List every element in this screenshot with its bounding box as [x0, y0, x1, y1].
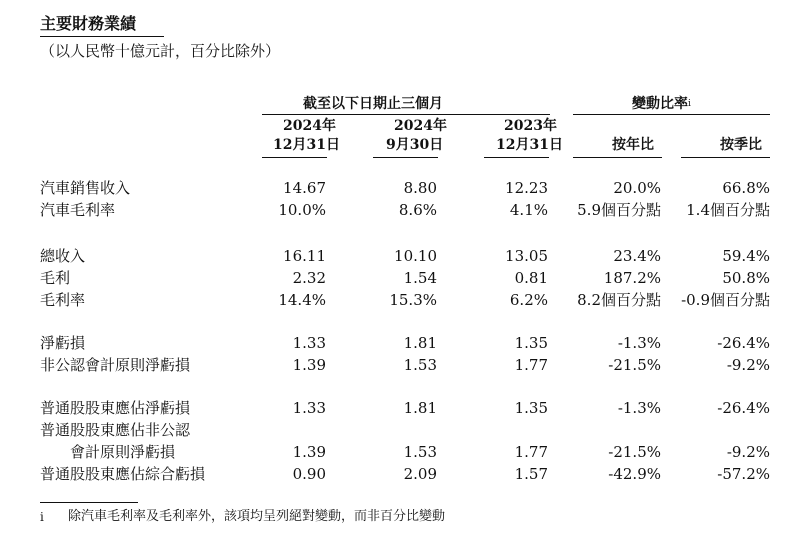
cell-q4-2023: 1.35 [514, 334, 548, 352]
row-label: 總收入 [40, 247, 86, 265]
table-row [0, 441, 800, 463]
header-rule-5 [681, 157, 770, 158]
cell-q4-2023: 4.1% [509, 201, 548, 219]
cell-q3-2024: 10.10 [394, 247, 437, 265]
cell-q3-2024: 15.3% [389, 291, 437, 309]
cell-q4-2024: 1.39 [292, 356, 326, 374]
cell-q4-2024: 16.11 [283, 247, 326, 265]
cell-q4-2023: 13.05 [505, 247, 548, 265]
cell-q4-2023: 6.2% [509, 291, 548, 309]
table-row [0, 199, 800, 221]
cell-yoy: 20.0% [613, 179, 661, 197]
row-label: 毛利率 [40, 291, 86, 309]
cell-q4-2023: 1.57 [514, 465, 548, 483]
col5-header: 按季比 [720, 137, 762, 153]
cell-q3-2024: 8.80 [403, 179, 437, 197]
footnote-text: 除汽車毛利率及毛利率外，該項均呈列絕對變動，而非百分比變動 [68, 509, 446, 524]
table-row [0, 267, 800, 289]
table-row-label-line [0, 419, 800, 441]
row-label: 毛利 [40, 269, 71, 287]
cell-qoq: -26.4% [717, 399, 770, 417]
col3-date: 12月31日 [496, 137, 563, 153]
row-label: 普通股股東應佔淨虧損 [40, 399, 191, 417]
footnote-mark: i [40, 510, 44, 524]
row-label-continued: 會計原則淨虧損 [70, 443, 176, 461]
table-row [0, 397, 800, 419]
cell-q3-2024: 2.09 [403, 465, 437, 483]
cell-qoq: -0.9個百分點 [681, 291, 770, 309]
table-row [0, 463, 800, 485]
cell-yoy: -1.3% [617, 334, 661, 352]
cell-q3-2024: 1.81 [403, 334, 437, 352]
cell-q4-2024: 14.4% [278, 291, 326, 309]
col4-header: 按年比 [612, 137, 654, 153]
change-group-rule [573, 114, 770, 115]
cell-qoq: 50.8% [722, 269, 770, 287]
cell-q3-2024: 1.54 [403, 269, 437, 287]
row-label: 非公認會計原則淨虧損 [40, 356, 191, 374]
header-rule-1 [262, 157, 327, 158]
cell-q3-2024: 1.53 [403, 356, 437, 374]
cell-yoy: -42.9% [608, 465, 661, 483]
header-rule-4 [573, 157, 662, 158]
col1-date: 12月31日 [273, 137, 340, 153]
cell-qoq: 59.4% [722, 247, 770, 265]
cell-q4-2023: 1.77 [514, 356, 548, 374]
col2-date: 9月30日 [386, 137, 444, 153]
row-label: 淨虧損 [40, 334, 86, 352]
cell-qoq: -57.2% [717, 465, 770, 483]
page-subtitle: （以人民幣十億元計，百分比除外） [40, 42, 281, 60]
cell-yoy: 5.9個百分點 [577, 201, 661, 219]
cell-q4-2024: 1.39 [292, 443, 326, 461]
page-title: 主要財務業績 [40, 14, 137, 33]
table-row [0, 354, 800, 376]
col2-year: 2024年 [394, 118, 447, 134]
cell-yoy: 23.4% [613, 247, 661, 265]
table-row [0, 289, 800, 311]
cell-q4-2023: 12.23 [505, 179, 548, 197]
header-rule-2 [373, 157, 438, 158]
cell-q3-2024: 1.81 [403, 399, 437, 417]
cell-qoq: -9.2% [726, 356, 770, 374]
row-label: 汽車毛利率 [40, 201, 116, 219]
cell-q4-2024: 2.32 [292, 269, 326, 287]
cell-q4-2024: 14.67 [283, 179, 326, 197]
cell-q3-2024: 1.53 [403, 443, 437, 461]
col3-year: 2023年 [504, 118, 557, 134]
cell-qoq: -9.2% [726, 443, 770, 461]
cell-yoy: 187.2% [603, 269, 661, 287]
table-row [0, 332, 800, 354]
row-label: 普通股股東應佔綜合虧損 [40, 465, 206, 483]
period-group-rule [262, 114, 550, 115]
footnote-rule [40, 502, 138, 503]
cell-q4-2023: 0.81 [514, 269, 548, 287]
cell-q4-2024: 10.0% [278, 201, 326, 219]
cell-q4-2023: 1.35 [514, 399, 548, 417]
cell-q3-2024: 8.6% [398, 201, 437, 219]
change-group-header [632, 95, 691, 113]
footnote-ref: i [688, 99, 691, 109]
cell-yoy: -21.5% [608, 356, 661, 374]
cell-q4-2024: 1.33 [292, 399, 326, 417]
cell-q4-2023: 1.77 [514, 443, 548, 461]
cell-yoy: 8.2個百分點 [577, 291, 661, 309]
cell-qoq: 1.4個百分點 [686, 201, 770, 219]
cell-qoq: -26.4% [717, 334, 770, 352]
cell-yoy: -21.5% [608, 443, 661, 461]
cell-q4-2024: 0.90 [292, 465, 326, 483]
period-group-header: 截至以下日期止三個月 [303, 96, 443, 112]
table-row [0, 177, 800, 199]
cell-q4-2024: 1.33 [292, 334, 326, 352]
row-label: 汽車銷售收入 [40, 179, 131, 197]
change-group-label: 變動比率 [632, 96, 688, 112]
cell-yoy: -1.3% [617, 399, 661, 417]
title-underline [40, 36, 164, 37]
cell-qoq: 66.8% [722, 179, 770, 197]
row-label: 普通股股東應佔非公認 [40, 421, 191, 439]
table-row [0, 245, 800, 267]
header-rule-3 [484, 157, 549, 158]
col1-year: 2024年 [283, 118, 336, 134]
